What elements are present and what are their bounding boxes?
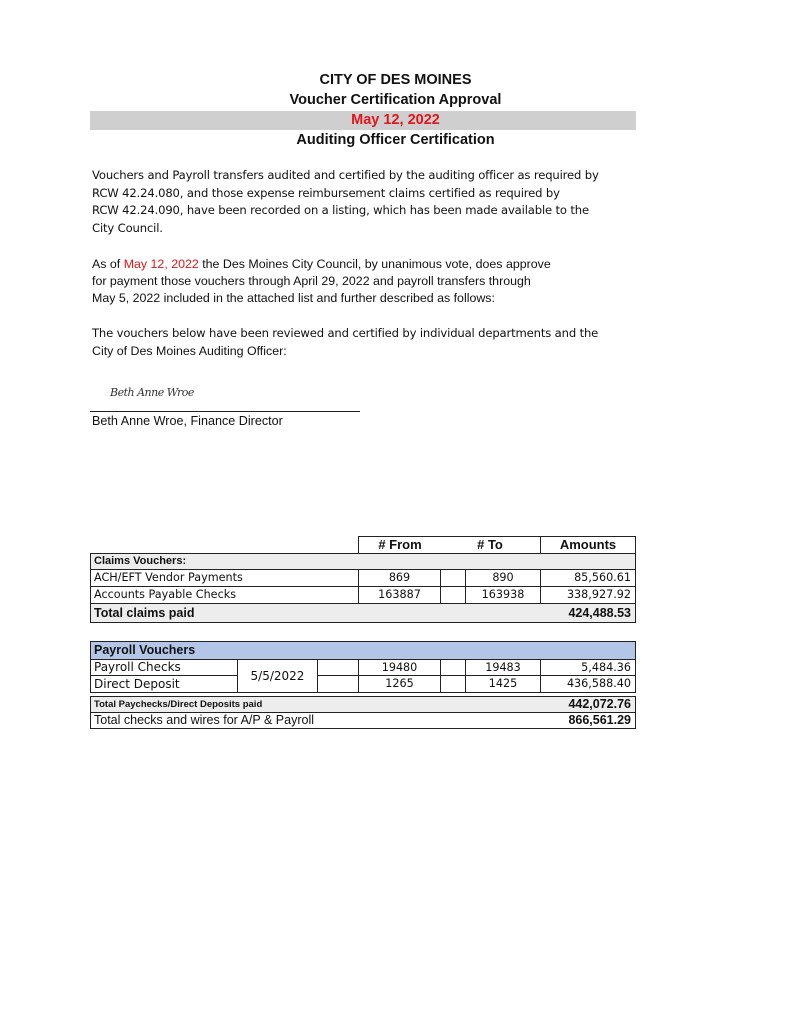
signature-line xyxy=(90,411,360,412)
row-to: 1425 xyxy=(465,675,541,693)
paragraph-line: May 5, 2022 included in the attached list and further described as follows: xyxy=(92,291,495,305)
document-subtitle: Auditing Officer Certification xyxy=(296,132,495,148)
claims-total-label: Total claims paid xyxy=(94,606,195,620)
approval-text: the Des Moines City Council, by unanimous vote, does approve xyxy=(198,257,551,271)
row-to: 890 xyxy=(465,569,541,587)
approval-date: May 12, 2022 xyxy=(123,257,199,271)
row-from: 1265 xyxy=(358,675,441,693)
row-spacer xyxy=(440,569,466,587)
paragraph-line: City of Des Moines Auditing Officer: xyxy=(92,343,287,358)
claims-total-amount: 424,488.53 xyxy=(568,606,631,620)
row-label: ACH/EFT Vendor Payments xyxy=(90,569,359,587)
row-spacer xyxy=(440,586,466,604)
paragraph-line: for payment those vouchers through April 29, 2022 and payroll transfers through xyxy=(92,274,531,288)
row-from: 19480 xyxy=(358,659,441,676)
review-paragraph xyxy=(92,325,622,360)
row-amount: 5,484.36 xyxy=(540,659,636,676)
org-name: CITY OF DES MOINES xyxy=(319,72,472,88)
row-amount: 338,927.92 xyxy=(540,586,636,604)
payroll-total-amount: 442,072.76 xyxy=(568,697,631,711)
paragraph-line: RCW 42.24.080, and those expense reimbursement claims certified as required by xyxy=(92,185,560,200)
row-spacer xyxy=(440,675,466,693)
row-label: Direct Deposit xyxy=(90,675,238,693)
paragraph-line: The vouchers below have been reviewed and certified by individual departments and the xyxy=(92,326,599,340)
row-from: 163887 xyxy=(358,586,441,604)
claims-section-label: Claims Vouchers: xyxy=(90,553,636,570)
row-to: 163938 xyxy=(465,586,541,604)
row-from: 869 xyxy=(358,569,441,587)
row-label: Payroll Checks xyxy=(90,659,238,676)
column-header-amounts: Amounts xyxy=(540,536,636,554)
approval-paragraph xyxy=(92,256,622,307)
row-amount: 436,588.40 xyxy=(540,675,636,693)
claims-total-row xyxy=(90,603,636,623)
grand-total-amount: 866,561.29 xyxy=(568,713,631,727)
paragraph-line: City Council. xyxy=(92,220,163,235)
row-label: Accounts Payable Checks xyxy=(90,586,359,604)
payroll-date: 5/5/2022 xyxy=(237,659,318,693)
paragraph-line: Vouchers and Payroll transfers audited and certified by the auditing officer as required by xyxy=(92,168,599,182)
row-spacer xyxy=(440,659,466,676)
document-title: Voucher Certification Approval xyxy=(289,92,502,108)
signatory-name: Beth Anne Wroe, Finance Director xyxy=(92,414,283,428)
row-spacer xyxy=(317,675,359,693)
certification-paragraph xyxy=(92,167,622,237)
approval-prefix: As of xyxy=(92,257,124,271)
row-amount: 85,560.61 xyxy=(540,569,636,587)
row-spacer xyxy=(317,659,359,676)
grand-total-label: Total checks and wires for A/P & Payroll xyxy=(94,713,315,727)
paragraph-line xyxy=(92,256,622,273)
payroll-section-label: Payroll Vouchers xyxy=(90,641,636,660)
paragraph-line: RCW 42.24.090, have been recorded on a listing, which has been made available to the xyxy=(92,203,589,217)
header-date: May 12, 2022 xyxy=(351,112,440,128)
column-header-to: # To xyxy=(440,536,541,554)
row-to: 19483 xyxy=(465,659,541,676)
payroll-total-row xyxy=(90,696,636,713)
signature-script: Beth Anne Wroe xyxy=(110,386,194,399)
payroll-total-label: Total Paychecks/Direct Deposits paid xyxy=(94,699,263,710)
column-header-from: # From xyxy=(358,536,441,554)
grand-total-row xyxy=(90,712,636,729)
